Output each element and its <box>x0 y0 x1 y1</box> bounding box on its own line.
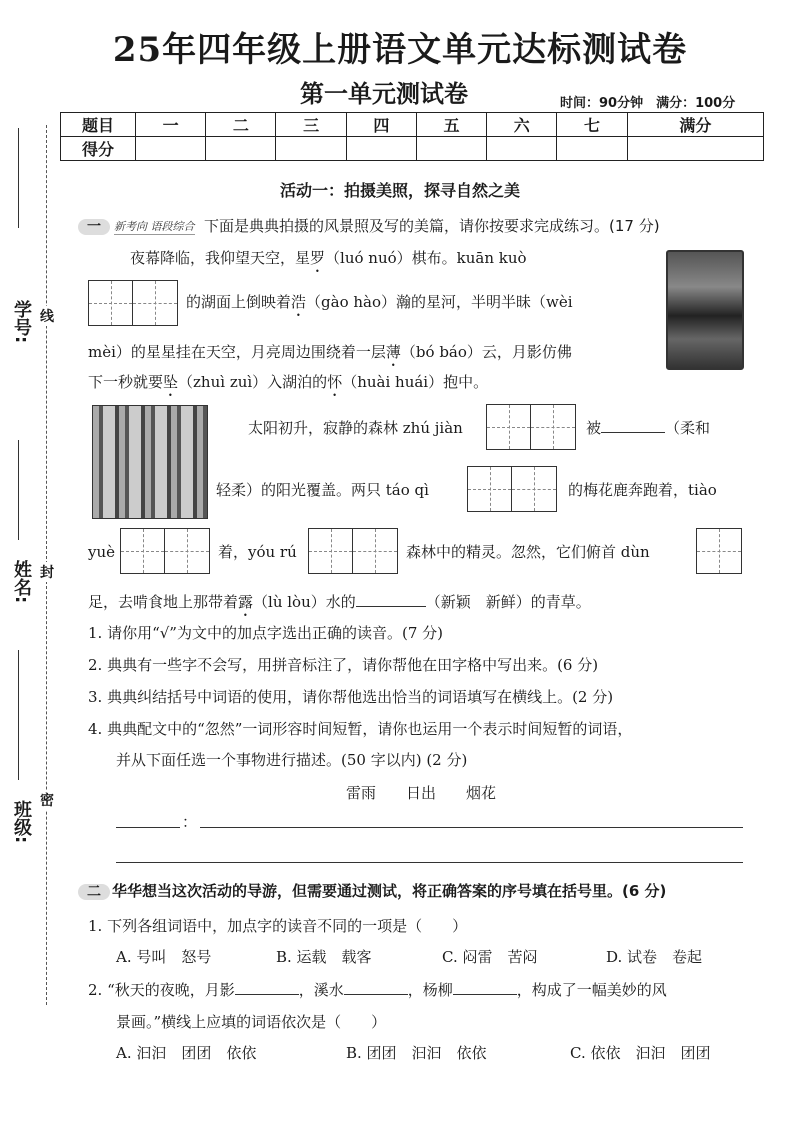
score-table-cell: 题目 <box>61 113 136 137</box>
option[interactable]: B. 团团 汩汩 依依 <box>346 1044 487 1062</box>
writing-grid-dunzu[interactable] <box>696 528 742 574</box>
score-input-cell[interactable] <box>627 137 763 161</box>
score-table-cell: 四 <box>346 113 416 137</box>
writing-grid-kuankuo[interactable] <box>88 280 178 326</box>
passage-line: 足，去啃食地上那带着露（lù lòu）水的 （新颖 新鲜）的青草。 <box>88 593 591 611</box>
answer-line[interactable] <box>116 862 743 863</box>
writing-grid-zhujian[interactable] <box>486 404 576 450</box>
section-tag: 新考向 语段综合 <box>114 220 195 233</box>
forest-deer-photo <box>92 405 208 519</box>
name-label: 姓名: <box>11 560 32 604</box>
class-line[interactable] <box>18 650 19 780</box>
writing-grid-taoqi[interactable] <box>467 466 557 512</box>
score-table-cell: 得分 <box>61 137 136 161</box>
colon: ： <box>182 813 198 831</box>
question: 2. “秋天的夜晚，月影 ，溪水 ，杨柳 ，构成了一幅美妙的风 <box>88 981 667 999</box>
page-subtitle: 第一单元测试卷 <box>300 79 468 108</box>
answer-blank[interactable] <box>344 994 408 995</box>
answer-blank[interactable] <box>116 815 180 828</box>
score-table <box>60 112 764 161</box>
passage-line: 被 （柔和 <box>586 419 711 437</box>
question: 1. 下列各组词语中，加点字的读音不同的一项是（ ） <box>88 917 468 935</box>
score-table-cell: 一 <box>136 113 206 137</box>
score-input-cell[interactable] <box>136 137 206 161</box>
score-table-cell: 三 <box>276 113 346 137</box>
option[interactable]: A. 汩汩 团团 依依 <box>116 1044 257 1062</box>
passage-line: 夜幕降临，我仰望天空，星罗（luó nuó）棋布。kuān kuò <box>130 249 527 267</box>
score-input-cell[interactable] <box>557 137 627 161</box>
name-line[interactable] <box>18 440 19 540</box>
binding-mark-seal: 封 <box>40 562 54 582</box>
score-table-header-row <box>61 113 764 137</box>
score-input-cell[interactable] <box>206 137 276 161</box>
question: 1. 请你用“√”为文中的加点字选出正确的读音。(7 分) <box>88 624 443 642</box>
question: 4. 典典配文中的“忽然”一词形容时间短暂，请你也运用一个表示时间短暂的词语， <box>88 720 633 738</box>
answer-blank[interactable] <box>453 994 517 995</box>
writing-grid-youru[interactable] <box>308 528 398 574</box>
score-input-cell[interactable] <box>416 137 486 161</box>
section-number: 一 <box>78 219 110 235</box>
passage-line: 的梅花鹿奔跑着，tiào <box>568 481 717 499</box>
section-number: 二 <box>78 884 110 900</box>
option[interactable]: A. 号叫 怒号 <box>116 948 212 966</box>
writing-grid-tiaoyue[interactable] <box>120 528 210 574</box>
question: 2. 典典有一些字不会写，用拼音标注了，请你帮他在田字格中写出来。(6 分) <box>88 656 599 674</box>
question: 并从下面任选一个事物进行描述。(50 字以内) (2 分) <box>116 751 468 769</box>
score-table-score-row <box>61 137 764 161</box>
option[interactable]: C. 闷雷 苦闷 <box>442 948 538 966</box>
passage-line: 森林中的精灵。忽然，它们俯首 dùn <box>406 543 650 561</box>
activity-title: 活动一：拍摄美照，探寻自然之美 <box>279 181 520 200</box>
subject-options: 雷雨 日出 烟花 <box>346 784 497 802</box>
section-heading: 下面是典典拍摄的风景照及写的美篇，请你按要求完成练习。(17 分) <box>204 217 660 235</box>
answer-blank[interactable] <box>235 994 299 995</box>
passage-line: 的湖面上倒映着浩（gào hào）瀚的星河，半明半昧（wèi <box>186 293 573 311</box>
score-input-cell[interactable] <box>346 137 416 161</box>
binding-mark-secret: 密 <box>40 790 54 810</box>
section-heading: 华华想当这次活动的导游，但需要通过测试，将正确答案的序号填在括号里。(6 分) <box>112 882 667 900</box>
score-table-cell: 七 <box>557 113 627 137</box>
time-info: 时间：90分钟 满分：100分 <box>560 96 736 111</box>
question: 景画。”横线上应填的词语依次是（ ） <box>116 1013 387 1031</box>
passage-line: mèi）的星星挂在天空，月亮周边围绕着一层薄（bó báo）云，月影仿佛 <box>88 343 572 361</box>
passage-line: yuè <box>88 543 116 561</box>
answer-blank[interactable] <box>601 432 665 433</box>
answer-line[interactable] <box>200 827 743 828</box>
passage-line: 太阳初升，寂静的森林 zhú jiàn <box>248 419 463 437</box>
score-table-cell: 二 <box>206 113 276 137</box>
passage-line: 下一秒就要坠（zhuì zuì）入湖泊的怀（huài huái）抱中。 <box>88 373 489 391</box>
option[interactable]: D. 试卷 卷起 <box>606 948 703 966</box>
option[interactable]: B. 运载 载客 <box>276 948 372 966</box>
page-title: 25年四年级上册语文单元达标测试卷 <box>112 30 688 70</box>
option[interactable]: C. 依依 汩汩 团团 <box>570 1044 711 1062</box>
score-table-cell: 满分 <box>627 113 763 137</box>
score-input-cell[interactable] <box>276 137 346 161</box>
night-lake-photo <box>666 250 744 370</box>
class-label: 班级: <box>11 800 32 844</box>
passage-line: 轻柔）的阳光覆盖。两只 táo qì <box>216 481 429 499</box>
score-table-cell: 六 <box>487 113 557 137</box>
passage-line: 着，yóu rú <box>218 543 297 561</box>
student-id-label: 学号: <box>11 300 32 344</box>
answer-blank[interactable] <box>356 606 426 607</box>
binding-mark-line: 线 <box>40 306 54 326</box>
score-input-cell[interactable] <box>487 137 557 161</box>
question: 3. 典典纠结括号中词语的使用，请你帮他选出恰当的词语填写在横线上。(2 分) <box>88 688 614 706</box>
score-table-cell: 五 <box>416 113 486 137</box>
